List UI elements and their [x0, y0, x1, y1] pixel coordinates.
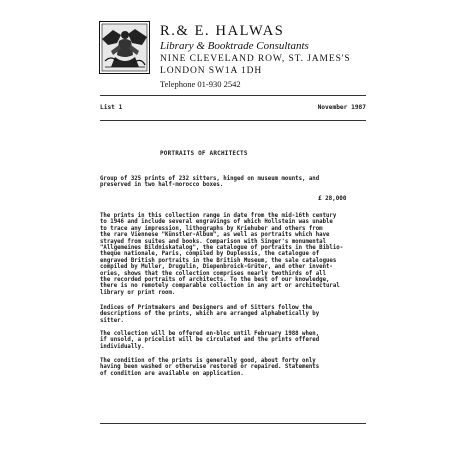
telephone: Telephone 01-930 2542 [160, 79, 241, 89]
header-rule-bottom [100, 120, 366, 121]
footer-rule [100, 423, 366, 424]
letterhead [160, 23, 410, 90]
body-paragraph: The condition of the prints is generally good, about forty only having been washed or otherwise restored or repaired. Statements of condition are available on application. [100, 358, 320, 377]
document-title: PORTRAITS OF ARCHITECTS [160, 150, 248, 157]
letterhead-logo [99, 21, 150, 74]
address-line-1: NINE CLEVELAND ROW, ST. JAMES'S [160, 54, 351, 64]
woodcut-emblem-icon [99, 21, 150, 74]
firm-subtitle: Library & Booktrade Consultants [160, 40, 309, 52]
address-line-2: LONDON SW1A 1DH [160, 66, 263, 76]
header-rule-top [100, 95, 366, 96]
list-date: November 1987 [317, 104, 366, 111]
body-paragraph: The collection will be offered en-bloc until February 1988 when, if unsold, a pricelist will be circulated and the prints offered individually. [100, 331, 320, 350]
body-paragraph: Indices of Printmakers and Designers and of Sitters follow the descriptions of the prints, which are arranged alphabetically by sitter. [100, 305, 320, 324]
body-paragraph: The prints in this collection range in date from the mid-16th century to 1946 and include several engravings of which Hollstein was unable to trace any impression, lithographs by Kriehuber and others from the rare Viennese "Künstler-Album", as well as portraits which have strayed from suites and books. Comparison with Singer's monumental "Allgemeines Bildniskatalog", the catalogue of portraits in the Biblio- theque nationale, Paris, compiled by Duplessis, the catalogue of engraved British portraits in the British Museum, the sale catalogues compiled by Muller, Drugulin, Diepenbroick-Grüter, and other invent- ories, shows that the collection comprises nearly twothirds of all the recorded portraits of architects. To the best of our knowledge, there is no remotely comparable collection in any art or architectural library or print room. [100, 213, 344, 296]
list-number: List 1 [100, 104, 123, 111]
firm-name: R.& E. HALWAS [160, 23, 285, 39]
price: £ 28,000 [318, 196, 347, 202]
intro-paragraph: Group of 325 prints of 232 sitters, hinged on museum mounts, and preserved in two half-morocco boxes. [100, 176, 320, 189]
